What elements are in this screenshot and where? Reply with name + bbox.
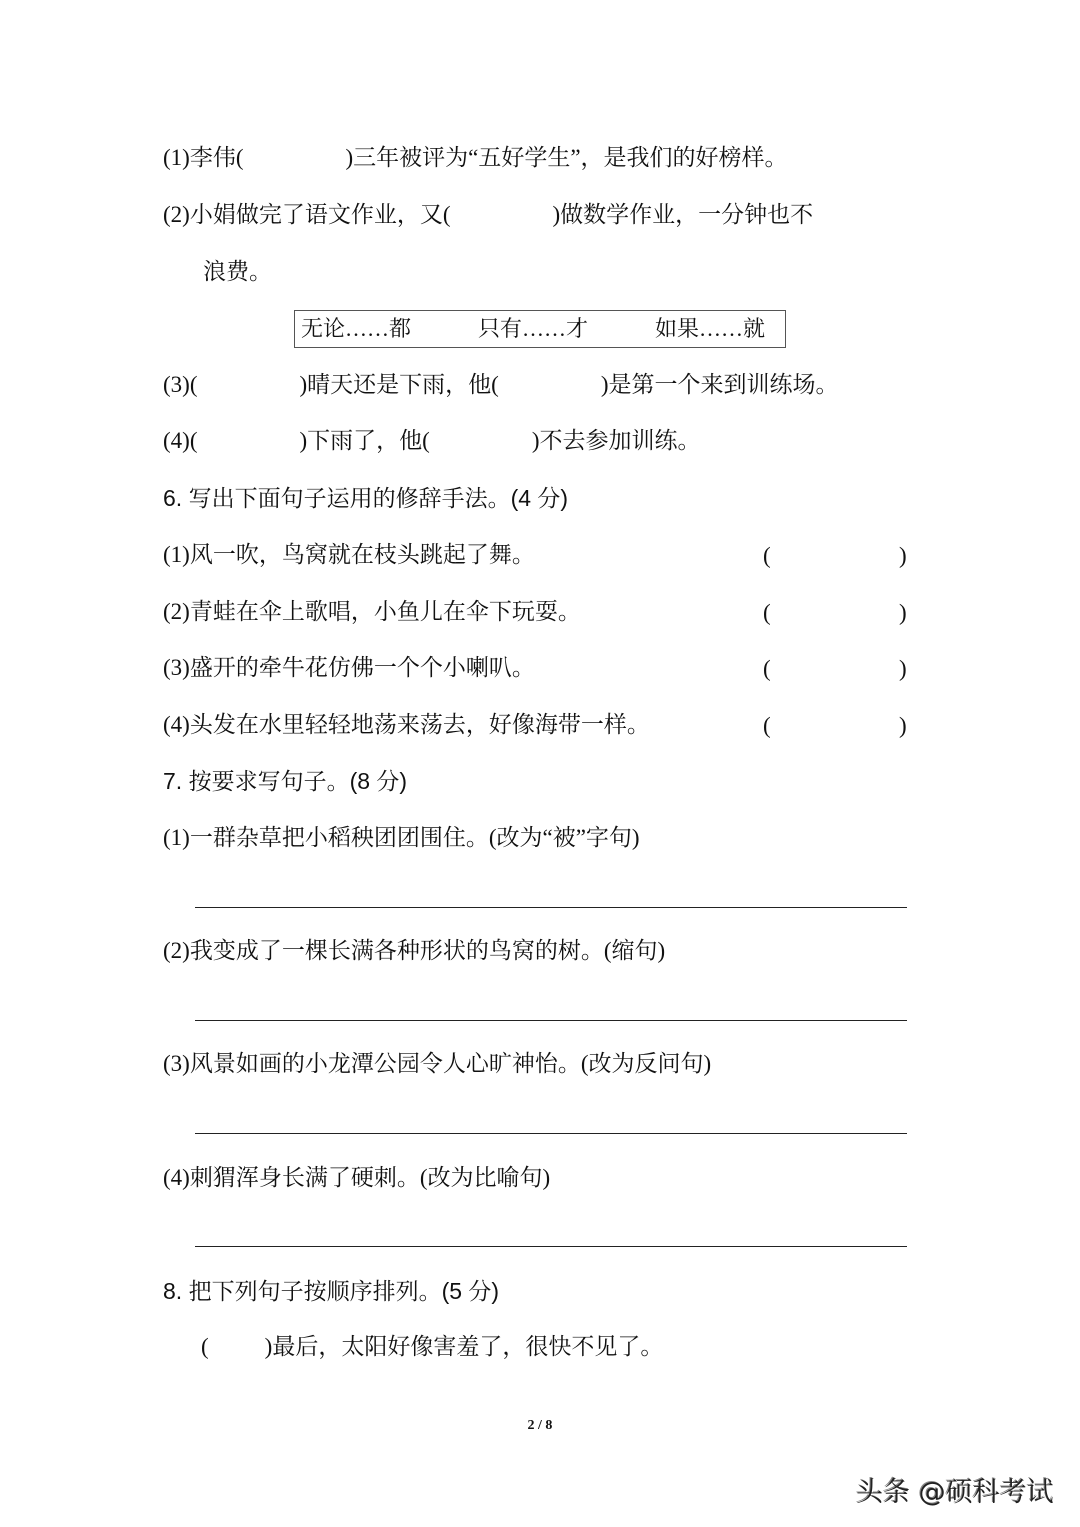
answer-paren-close: ) [899, 713, 907, 738]
answer-paren-open[interactable]: ( [763, 713, 771, 738]
text: (3)风景如画的小龙潭公园令人心旷神怡。 [163, 1051, 581, 1076]
q7-title: 7. 按要求写句子。(8 分) [163, 768, 408, 794]
q6-item: (3)盛开的牵牛花仿佛一个个小喇叭。 [163, 655, 535, 680]
page-number: 2 / 8 [527, 1418, 553, 1433]
text: (2)我变成了一棵长满各种形状的鸟窝的树。 [163, 938, 604, 963]
text: )不去参加训练。 [531, 428, 701, 453]
text: (4)( [163, 428, 198, 453]
hint: (改为“被”字句) [488, 825, 640, 850]
text: )晴天还是下雨，他( [299, 372, 499, 397]
answer-paren-close: ) [899, 600, 907, 625]
answer-paren-open[interactable]: ( [763, 543, 771, 568]
watermark: 头条 @硕科考试 [856, 1477, 1054, 1508]
text: )最后，太阳好像害羞了，很快不见了。 [264, 1334, 664, 1359]
hint: (改为比喻句) [419, 1165, 551, 1190]
text: ( [201, 1334, 209, 1359]
q5-item-2-cont: 浪费。 [203, 259, 272, 284]
q7-item [163, 1049, 711, 1079]
hint: (缩句) [603, 938, 666, 963]
word-option: 无论……都 [301, 316, 412, 341]
word-option: 如果……就 [655, 316, 766, 341]
q8-title: 8. 把下列句子按顺序排列。(5 分) [163, 1278, 500, 1304]
answer-paren-open[interactable]: ( [763, 600, 771, 625]
answer-paren-close: ) [899, 543, 907, 568]
text: (3)( [163, 372, 198, 397]
answer-paren-close: ) [899, 656, 907, 681]
q6-title: 6. 写出下面句子运用的修辞手法。(4 分) [163, 485, 569, 511]
text: (1)李伟( [163, 145, 244, 170]
q5-item-3 [163, 370, 838, 400]
q7-item [163, 823, 640, 853]
q7-item [163, 936, 665, 966]
word-option: 只有……才 [478, 316, 589, 341]
answer-line[interactable] [195, 1020, 907, 1021]
answer-line[interactable] [195, 1133, 907, 1134]
q5-item-1 [163, 143, 788, 173]
q6-item: (4)头发在水里轻轻地荡来荡去，好像海带一样。 [163, 712, 650, 737]
text: (4)刺猬浑身长满了硬刺。 [163, 1165, 420, 1190]
answer-paren-open[interactable]: ( [763, 656, 771, 681]
answer-line[interactable] [195, 1246, 907, 1247]
q5-item-4 [163, 426, 700, 456]
q6-item: (2)青蛙在伞上歌唱，小鱼儿在伞下玩耍。 [163, 599, 581, 624]
q6-item: (1)风一吹，鸟窝就在枝头跳起了舞。 [163, 542, 535, 567]
text: )下雨了，他( [299, 428, 430, 453]
text: (2)小娟做完了语文作业，又( [163, 202, 451, 227]
text: (1)一群杂草把小稻秧团团围住。 [163, 825, 489, 850]
text: )是第一个来到训练场。 [600, 372, 839, 397]
q7-item [163, 1163, 550, 1193]
hint: (改为反问句) [580, 1051, 712, 1076]
text: )三年被评为“五好学生”，是我们的好榜样。 [345, 145, 788, 170]
q8-item [201, 1332, 663, 1362]
answer-line[interactable] [195, 907, 907, 908]
word-box [294, 310, 786, 348]
text: )做数学作业，一分钟也不 [552, 202, 814, 227]
q5-item-2 [163, 200, 813, 230]
